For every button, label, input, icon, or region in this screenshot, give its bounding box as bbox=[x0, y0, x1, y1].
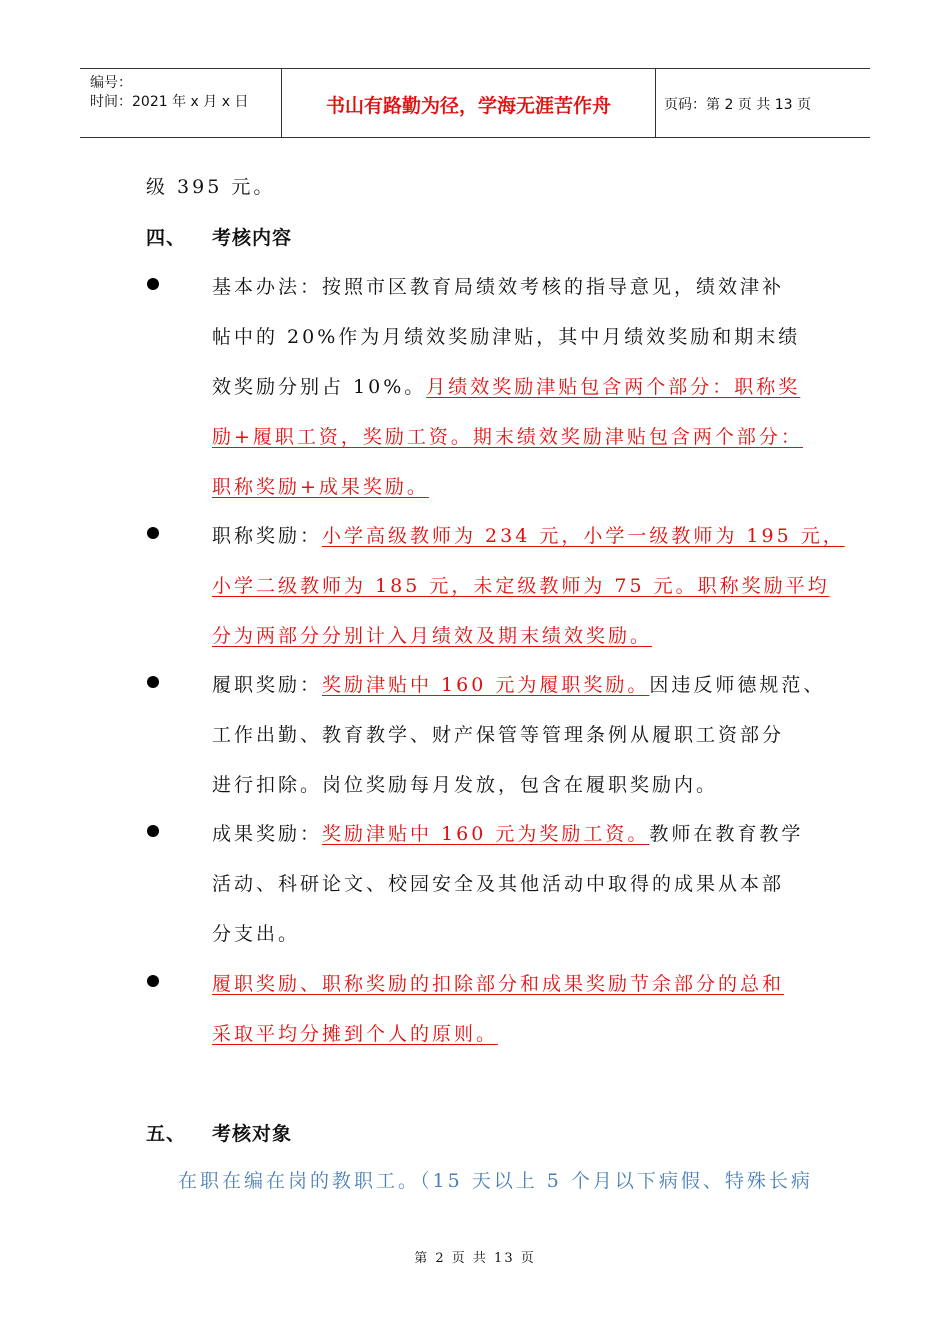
basic-method-line-3-highlight: 月绩效奖励津贴包含两个部分：职称奖 bbox=[426, 376, 801, 398]
page-header bbox=[80, 68, 870, 138]
basic-method-line-3-text: 效奖励分别占 10%。 bbox=[212, 376, 427, 398]
title-reward-line-2: 小学二级教师为 185 元，未定级教师为 75 元。职称奖励平均 bbox=[212, 575, 830, 597]
title-reward-amounts: 小学高级教师为 234 元，小学一级教师为 195 元， bbox=[322, 525, 845, 547]
motto: 书山有路勤为径，学海无涯苦作舟 bbox=[325, 95, 611, 117]
achievement-reward-line-2: 活动、科研论文、校园安全及其他活动中取得的成果从本部 bbox=[212, 873, 785, 895]
basic-method-line-3 bbox=[212, 372, 800, 399]
section4-title: 考核内容 bbox=[212, 227, 293, 249]
continuation-line: 级 395 元。 bbox=[146, 176, 276, 198]
basic-method-line-5: 职称奖励+成果奖励。 bbox=[212, 476, 429, 498]
bullet-icon bbox=[147, 825, 159, 837]
bullet-icon bbox=[147, 527, 159, 539]
achievement-reward-line-3: 分支出。 bbox=[212, 923, 301, 945]
time-label: 时间：2021 年 x 月 x 日 bbox=[90, 94, 249, 110]
title-reward-line-3: 分为两部分分别计入月绩效及期末绩效奖励。 bbox=[212, 625, 653, 647]
duty-reward-highlight: 奖励津贴中 160 元为履职奖励。 bbox=[322, 674, 650, 696]
achievement-reward-label: 成果奖励： bbox=[212, 823, 323, 845]
page-info: 页码：第 2 页 共 13 页 bbox=[664, 97, 811, 113]
bullet-icon bbox=[147, 278, 159, 290]
basic-method-line-1: 基本办法：按照市区教育局绩效考核的指导意见，绩效津补 bbox=[212, 276, 785, 298]
page-footer: 第 2 页 共 13 页 bbox=[414, 1251, 536, 1266]
achievement-reward-highlight: 奖励津贴中 160 元为奖励工资。 bbox=[322, 823, 650, 845]
duty-reward-rest: 因违反师德规范、 bbox=[649, 674, 826, 696]
header-left-cell bbox=[80, 69, 280, 137]
title-reward-label: 职称奖励： bbox=[212, 525, 323, 547]
section5-number: 五、 bbox=[146, 1123, 187, 1145]
basic-method-line-4-highlight-b: 期末绩效奖励津贴包含两个部分： bbox=[472, 426, 803, 448]
duty-reward-label: 履职奖励： bbox=[212, 674, 323, 696]
bullet-icon bbox=[147, 676, 159, 688]
duty-reward-line-2: 工作出勤、教育教学、财产保管等管理条例从履职工资部分 bbox=[212, 724, 785, 746]
bullet-icon bbox=[147, 975, 159, 987]
duty-reward-line-1 bbox=[212, 670, 825, 697]
sharing-rule-line-1: 履职奖励、职称奖励的扣除部分和成果奖励节余部分的总和 bbox=[212, 973, 785, 995]
staff-scope-line: 在职在编在岗的教职工。（15 天以上 5 个月以下病假、特殊长病 bbox=[178, 1170, 813, 1192]
basic-method-line-2: 帖中的 20%作为月绩效奖励津贴，其中月绩效奖励和期末绩 bbox=[212, 326, 801, 348]
basic-method-line-4-highlight-a: 励+履职工资，奖励工资。 bbox=[212, 426, 473, 448]
section4-number: 四、 bbox=[146, 227, 187, 249]
number-label: 编号： bbox=[90, 75, 132, 91]
sharing-rule-line-2: 采取平均分摊到个人的原则。 bbox=[212, 1023, 499, 1045]
achievement-reward-line-1 bbox=[212, 819, 803, 846]
duty-reward-line-3: 进行扣除。岗位奖励每月发放，包含在履职奖励内。 bbox=[212, 774, 719, 796]
basic-method-line-4 bbox=[212, 422, 803, 449]
section5-title: 考核对象 bbox=[212, 1123, 293, 1145]
header-page-cell bbox=[656, 69, 870, 137]
title-reward-line-1 bbox=[212, 521, 845, 548]
header-motto-cell bbox=[281, 69, 656, 137]
achievement-reward-rest: 教师在教育教学 bbox=[649, 823, 804, 845]
